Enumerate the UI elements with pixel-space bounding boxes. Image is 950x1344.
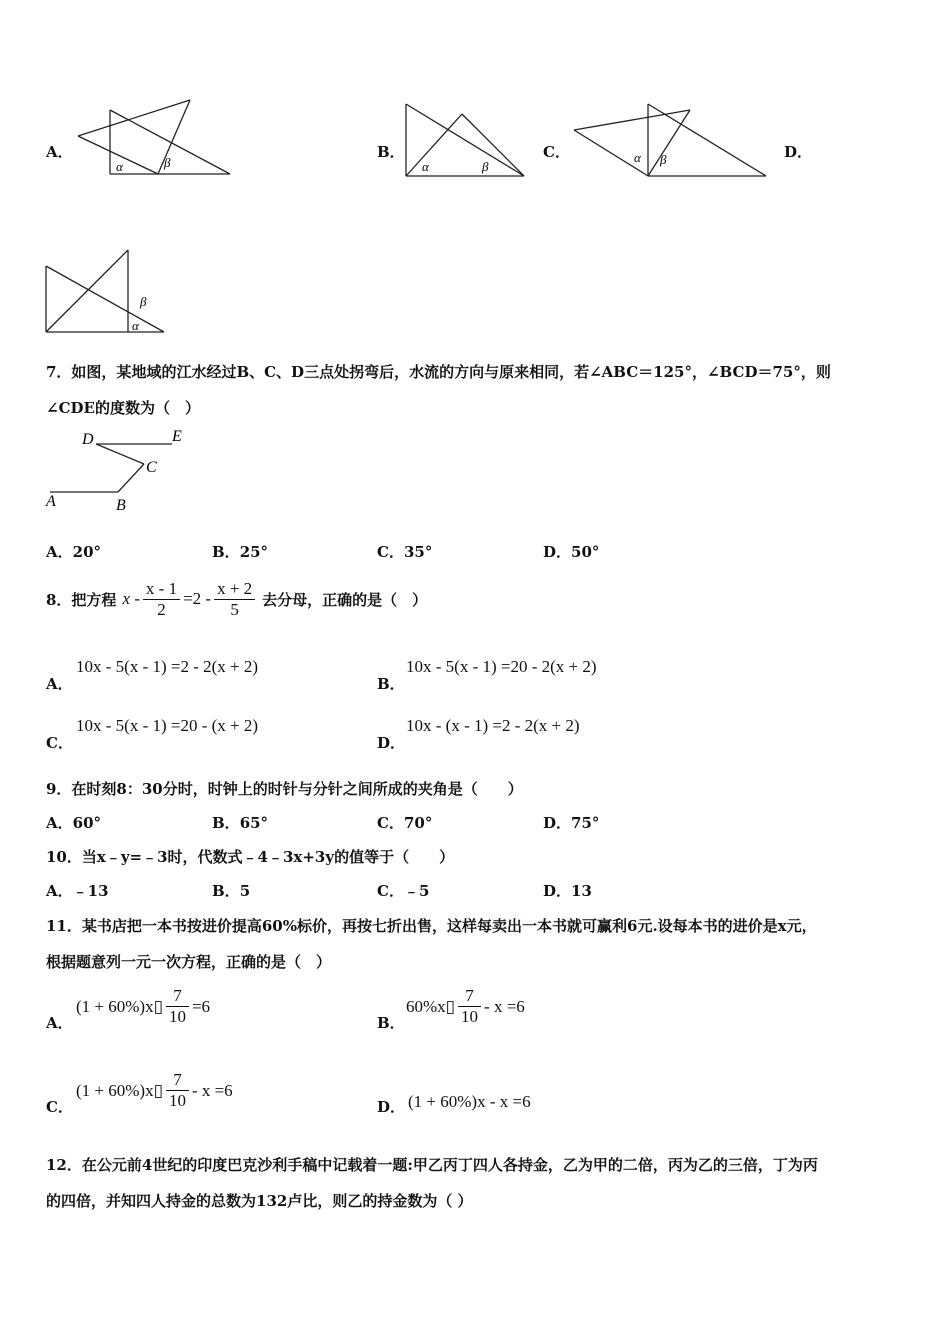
alpha-label: α xyxy=(634,150,641,165)
q7-option-b: B．25° xyxy=(212,543,269,561)
q10-option-c: C．﹣5 xyxy=(377,882,430,900)
q8-option-d-label: D． xyxy=(377,734,406,752)
q11-option-b-label: B． xyxy=(377,1014,405,1032)
q8-option-c-label: C． xyxy=(46,734,73,752)
q9-stem: 9．在时刻8：30分时，时钟上的时针与分针之间所成的夹角是（ ） xyxy=(46,780,523,798)
q7-stem-line1: 7．如图，某地域的江水经过B、C、D三点处拐弯后，水流的方向与原来相同，若∠ABC＝125°，∠BCD＝75°，则 xyxy=(46,363,831,381)
q11-option-c-expr: (1 + 60%)x ▯ $\frac{7}{10}$ - x =6 xyxy=(76,1070,233,1110)
point-d-label: D xyxy=(82,431,94,448)
q8-option-a-expr: 10x - 5(x - 1) =2 - 2(x + 2) xyxy=(76,657,259,676)
beta-label: β xyxy=(660,152,667,167)
point-b-label: B xyxy=(116,497,126,514)
q6-option-c-label: C． xyxy=(543,143,570,161)
point-c-label: C xyxy=(146,459,157,476)
q9-option-a: A．60° xyxy=(46,814,102,832)
q6-option-d-label: D． xyxy=(784,143,813,161)
q9-option-b: B．65° xyxy=(212,814,269,832)
q9-option-c: C．70° xyxy=(377,814,433,832)
q8-fraction-2: $\frac{x + 2}{5}$ xyxy=(214,579,255,620)
alpha-label: α xyxy=(132,318,139,333)
q10-option-b: B．5 xyxy=(212,882,251,900)
q11-stem-line1: 11．某书店把一本书按进价提高60%标价，再按七折出售，这样每卖出一本书就可赢利6元.设每本书的进价是x元， xyxy=(46,917,817,935)
q8-option-b-label: B． xyxy=(377,675,405,693)
q11-option-d-label: D． xyxy=(377,1098,406,1116)
point-a-label: A xyxy=(46,493,56,510)
q6-option-b-label: B． xyxy=(377,143,405,161)
q10-stem: 10．当x﹣y=﹣3时，代数式﹣4﹣3x+3y的值等于（ ） xyxy=(46,848,455,866)
q10-option-d: D．13 xyxy=(543,882,592,900)
q10-option-a: A．﹣13 xyxy=(46,882,109,900)
q8-option-b-expr: 10x - 5(x - 1) =20 - 2(x + 2) xyxy=(406,657,597,676)
q6-figure-b xyxy=(400,100,530,182)
q11-stem-line2: 根据题意列一元一次方程，正确的是（ ） xyxy=(46,953,332,971)
q8-option-a-label: A． xyxy=(46,675,73,693)
q6-figure-d xyxy=(40,244,170,338)
q7-option-a: A．20° xyxy=(46,543,102,561)
q11-option-b-expr: 60%x ▯ $\frac{7}{10}$ - x =6 xyxy=(406,986,525,1026)
q8-prefix: 8．把方程 xyxy=(46,590,117,609)
q12-stem-line2: 的四倍，并知四人持金的总数为132卢比，则乙的持金数为（ ） xyxy=(46,1192,473,1210)
q7-option-c: C．35° xyxy=(377,543,433,561)
alpha-label: α xyxy=(116,159,123,174)
beta-label: β xyxy=(482,159,489,174)
beta-label: β xyxy=(164,155,171,170)
q6-figure-c xyxy=(568,100,773,182)
q8-fraction-1: $\frac{x - 1}{2}$ xyxy=(143,579,180,620)
point-e-label: E xyxy=(172,428,182,445)
beta-label: β xyxy=(140,294,147,309)
q6-option-a-label: A． xyxy=(46,143,73,161)
q7-stem-line2: ∠CDE的度数为（ ） xyxy=(46,399,200,417)
q11-option-a-expr: (1 + 60%)x ▯ $\frac{7}{10}$ =6 xyxy=(76,986,211,1026)
q8-option-d-expr: 10x - (x - 1) =2 - 2(x + 2) xyxy=(406,716,580,735)
q8-stem: 8．把方程 x - $\frac{x - 1}{2}$ =2 - $\frac{x + 2}{5}$ 去分母，正确的是（ ） xyxy=(46,578,428,619)
q7-river-figure xyxy=(40,424,200,516)
alpha-label: α xyxy=(422,159,429,174)
q6-figure-a xyxy=(70,96,235,182)
q11-option-a-label: A． xyxy=(46,1014,73,1032)
q11-option-d-expr: (1 + 60%)x - x =6 xyxy=(408,1092,531,1111)
q9-option-d: D．75° xyxy=(543,814,600,832)
q8-suffix: 去分母，正确的是（ ） xyxy=(262,590,428,609)
q8-option-c-expr: 10x - 5(x - 1) =20 - (x + 2) xyxy=(76,716,259,735)
q12-stem-line1: 12．在公元前4世纪的印度巴克沙利手稿中记载着一题:甲乙丙丁四人各持金，乙为甲的二倍，丙为乙的三倍，丁为丙 xyxy=(46,1156,818,1174)
q7-option-d: D．50° xyxy=(543,543,600,561)
q11-option-c-label: C． xyxy=(46,1098,73,1116)
